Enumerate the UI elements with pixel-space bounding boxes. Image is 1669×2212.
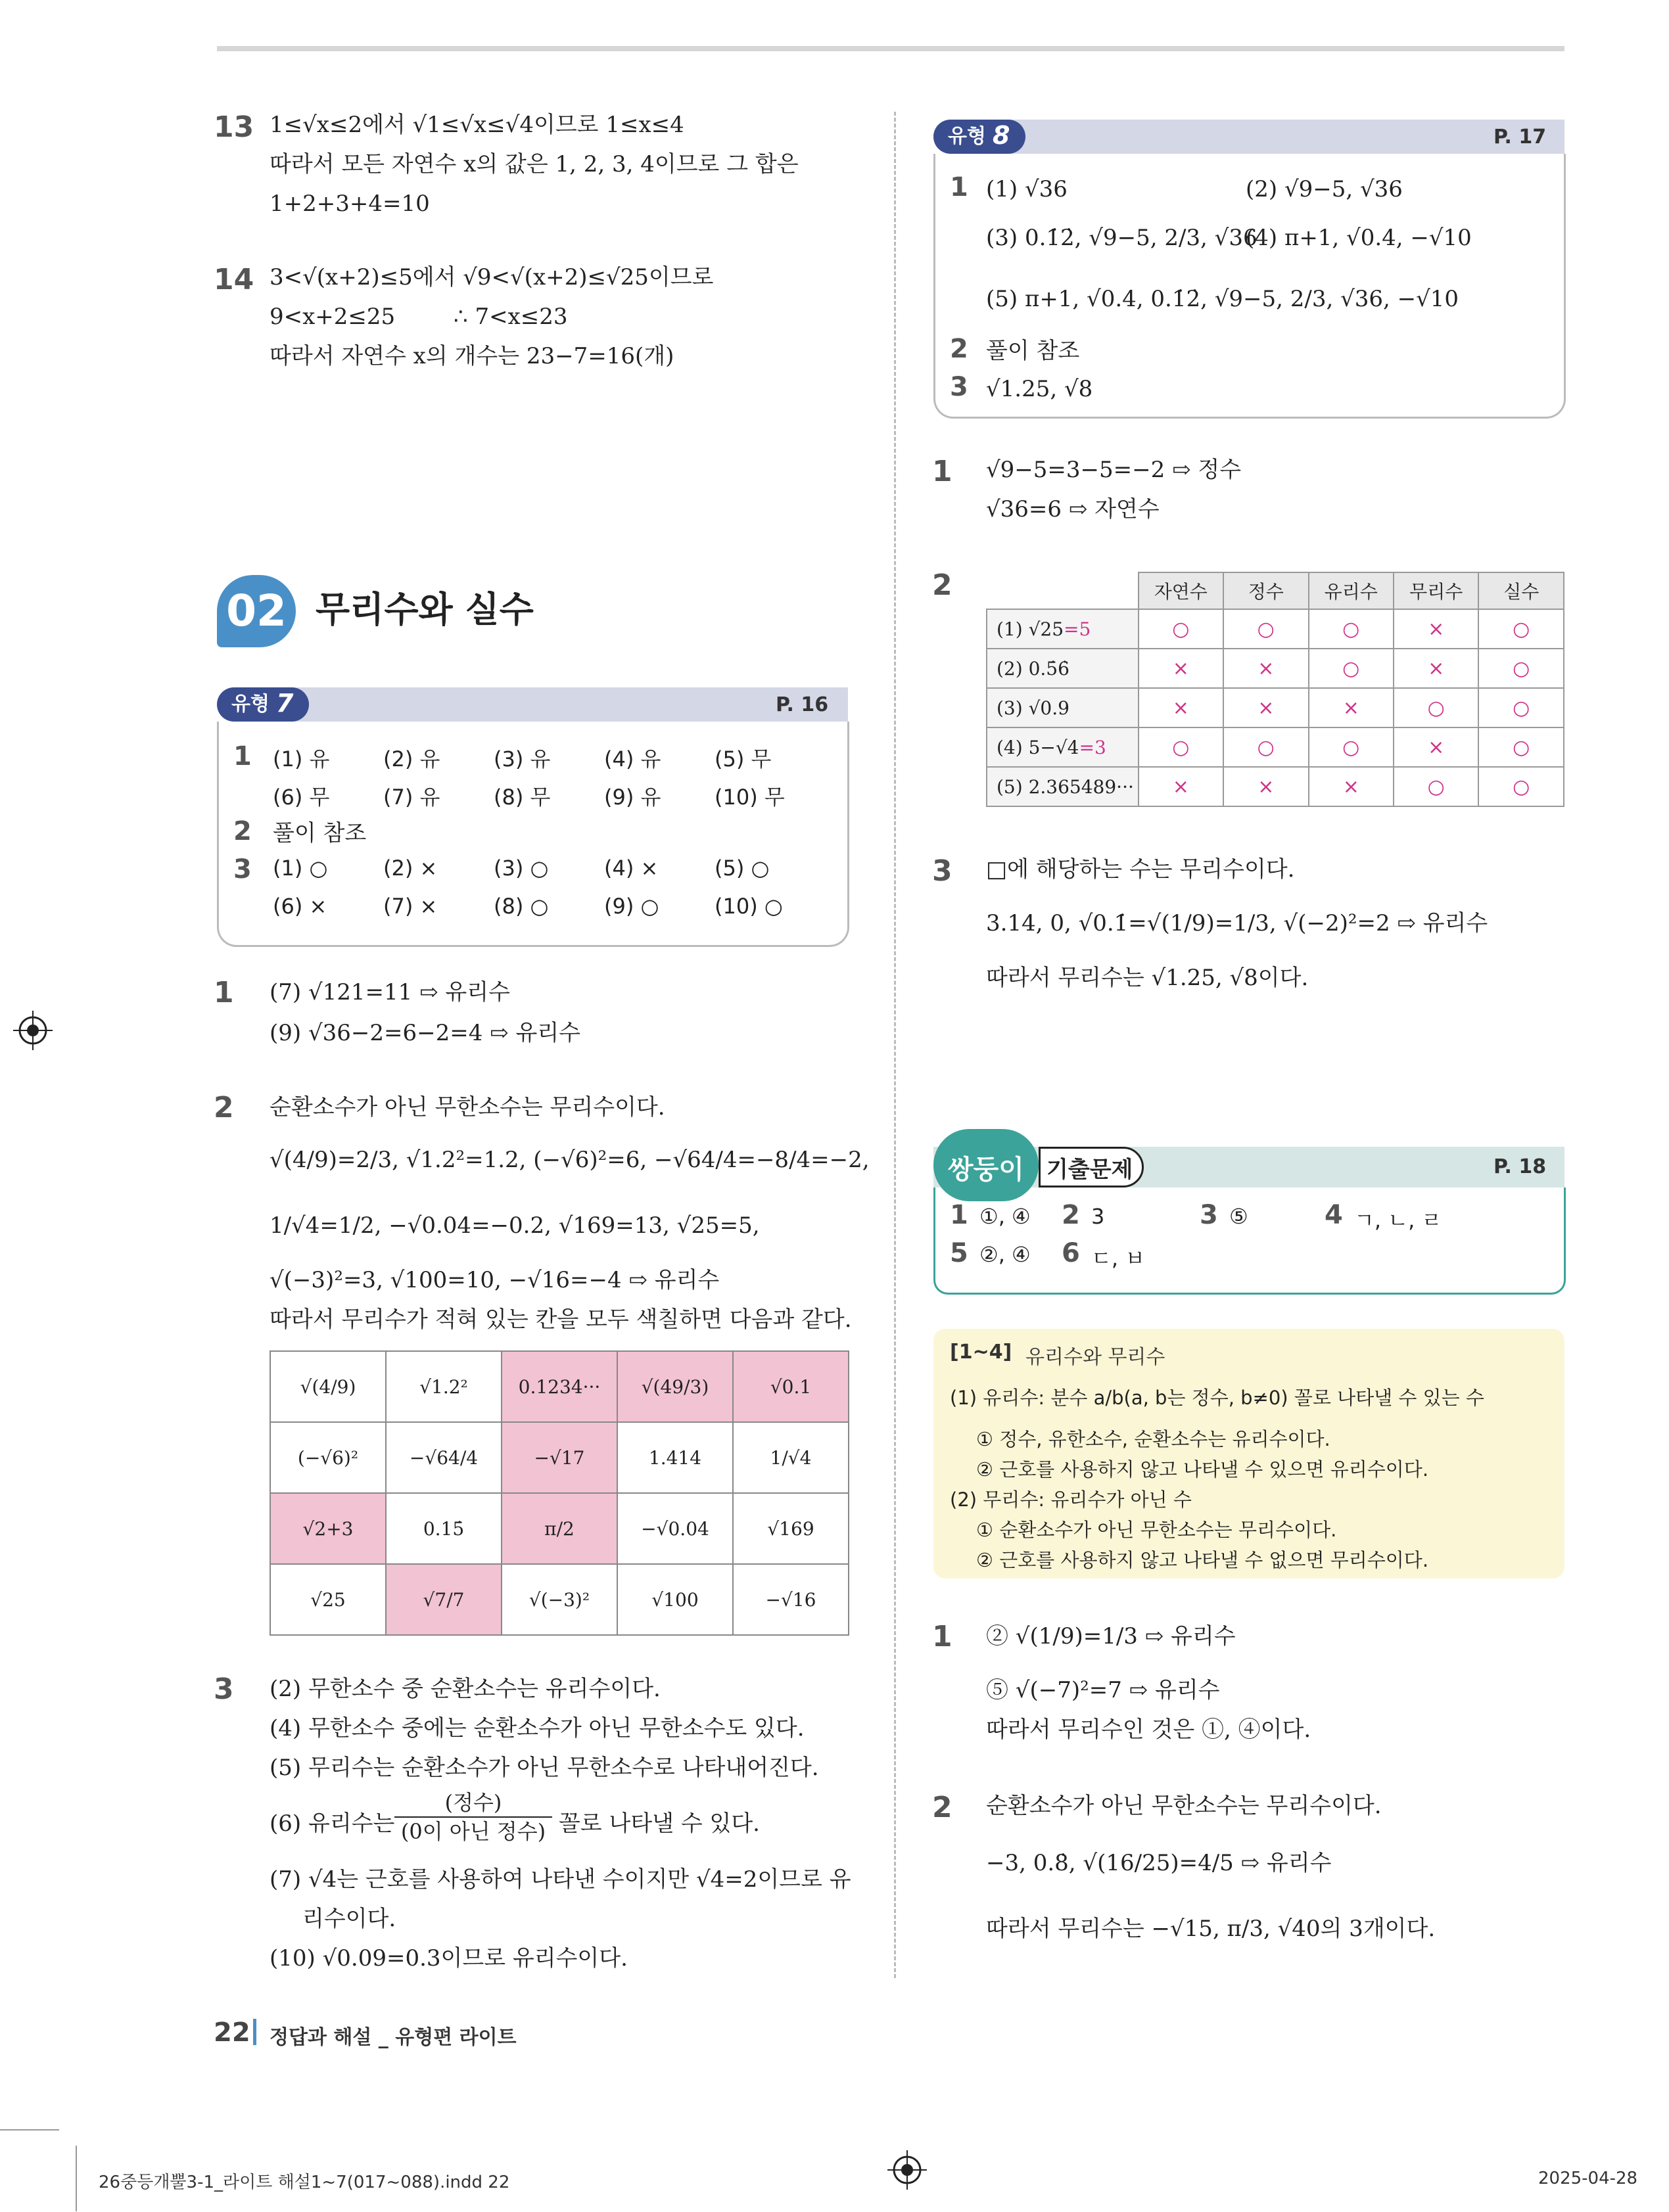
answer-item: (4) × <box>604 856 659 881</box>
circle-mark-icon: ○ <box>1342 735 1360 759</box>
row-label-text: (2) 0.5̇6̇ <box>997 657 1070 680</box>
note-head: [1~4] <box>950 1341 1012 1364</box>
question-number: 13 <box>214 110 254 144</box>
solution-line: √9−5=3−5=−2 ⇨ 정수 <box>986 457 1242 483</box>
note-line: ① 정수, 유한소수, 순환소수는 유리수이다. <box>976 1428 1330 1450</box>
crop-mark <box>76 2146 77 2211</box>
solution-line: 9<x+2≤25 <box>270 304 396 330</box>
circle-mark-icon: ○ <box>1513 775 1530 798</box>
table-cell <box>1309 767 1394 806</box>
grid-row <box>270 1422 849 1493</box>
circle-mark-icon: ○ <box>1257 735 1275 759</box>
table-header: 정수 <box>1223 572 1308 609</box>
type-page-ref: P. 16 <box>776 693 829 716</box>
grid-cell: (−√6)² <box>270 1422 386 1493</box>
answer-number: 2 <box>233 816 252 846</box>
answer-item: (3) 유 <box>494 747 551 772</box>
solution-line: 1+2+3+4=10 <box>270 191 430 217</box>
twin-title: 기출문제 <box>1046 1157 1133 1183</box>
answer-item: (8) 무 <box>494 785 551 810</box>
grid-cell: √2+3 <box>270 1493 386 1564</box>
type-label <box>933 120 1025 154</box>
answer-item: (10) ○ <box>715 894 783 919</box>
solution-number: 2 <box>932 568 952 602</box>
solution-number: 2 <box>214 1091 234 1124</box>
row-label-text: (5) 2.365489··· <box>997 775 1134 798</box>
type-label-text: 유형 <box>948 125 986 148</box>
answer-item: (9) ○ <box>604 894 659 919</box>
answer-item: (2) 유 <box>383 747 440 772</box>
circle-mark-icon: ○ <box>1172 617 1190 641</box>
circle-mark-icon: ○ <box>1513 657 1530 680</box>
answer-text: (1) √36 <box>986 176 1068 202</box>
circle-mark-icon: ○ <box>1513 617 1530 641</box>
table-cell <box>1309 609 1394 649</box>
answer-number: 2 <box>950 334 968 364</box>
note-head-title: 유리수와 무리수 <box>1025 1346 1165 1369</box>
circle-mark-icon: ○ <box>1342 617 1360 641</box>
irrational-grid <box>270 1350 849 1636</box>
row-label <box>987 649 1139 688</box>
footer-date: 2025-04-28 <box>1538 2169 1638 2188</box>
solution-number: 1 <box>932 455 952 488</box>
table-header: 자연수 <box>1139 572 1223 609</box>
note-line: (1) 유리수: 분수 a/b(a, b는 정수, b≠0) 꼴로 나타낼 수 있는 수 <box>950 1387 1484 1409</box>
circle-mark-icon: ○ <box>1513 696 1530 720</box>
answer-text: 풀이 참조 <box>273 820 367 846</box>
question-number: 14 <box>214 263 254 296</box>
row-label-highlight: =3 <box>1079 736 1106 758</box>
grid-cell: √169 <box>733 1493 849 1564</box>
table-header: 실수 <box>1478 572 1564 609</box>
cross-mark-icon: × <box>1172 775 1189 798</box>
table-cell <box>1309 727 1394 767</box>
solution-line: 따라서 무리수가 적혀 있는 칸을 모두 색칠하면 다음과 같다. <box>270 1306 852 1333</box>
type-label <box>217 687 309 722</box>
grid-cell: √(−3)² <box>502 1564 617 1635</box>
answer-item: (3) ○ <box>494 856 549 881</box>
note-line: ② 근호를 사용하지 않고 나타낼 수 있으면 유리수이다. <box>976 1458 1429 1481</box>
type-bar <box>217 687 848 722</box>
table-row <box>987 688 1564 727</box>
grid-cell: √(4/9) <box>270 1351 386 1422</box>
solution-number: 1 <box>932 1620 952 1653</box>
table-cell <box>1394 649 1478 688</box>
table-cell <box>1139 688 1223 727</box>
answer-number: 1 <box>233 741 252 772</box>
grid-cell: −√17 <box>502 1422 617 1493</box>
cross-mark-icon: × <box>1258 657 1275 680</box>
circle-mark-icon: ○ <box>1427 775 1445 798</box>
page-number: 22 <box>214 2017 250 2048</box>
solution-line: 1≤√x≤2에서 √1≤√x≤√4이므로 1≤x≤4 <box>270 112 684 138</box>
table-cell <box>1394 609 1478 649</box>
table-cell <box>1139 609 1223 649</box>
table-cell <box>1139 767 1223 806</box>
answer-number: 3 <box>233 854 252 885</box>
row-label-text: (4) 5−√4 <box>997 736 1079 758</box>
answer-text: √1.25, √8 <box>986 376 1093 402</box>
solution-line: 순환소수가 아닌 무한소수는 무리수이다. <box>270 1094 665 1120</box>
table-cell <box>1223 767 1308 806</box>
table-header: 유리수 <box>1309 572 1394 609</box>
twin-number: 2 <box>1062 1200 1080 1230</box>
note-line: ① 순환소수가 아닌 무한소수는 무리수이다. <box>976 1519 1337 1541</box>
solution-line: 따라서 무리수인 것은 ①, ④이다. <box>986 1717 1311 1743</box>
registration-mark-icon <box>887 2150 927 2190</box>
cross-mark-icon: × <box>1172 696 1189 720</box>
solution-line: 따라서 무리수는 √1.25, √8이다. <box>986 965 1309 991</box>
cross-mark-icon: × <box>1258 696 1275 720</box>
table-cell <box>1478 649 1564 688</box>
table-cell <box>1223 649 1308 688</box>
solution-line: (2) 무한소수 중 순환소수는 유리수이다. <box>270 1676 661 1702</box>
column-divider <box>894 112 896 1978</box>
grid-cell: √7/7 <box>386 1564 502 1635</box>
solution-line: □에 해당하는 수는 무리수이다. <box>986 856 1295 883</box>
circle-mark-icon: ○ <box>1342 657 1360 680</box>
circle-mark-icon: ○ <box>1513 735 1530 759</box>
circle-mark-icon: ○ <box>1172 735 1190 759</box>
registration-mark-icon <box>13 1011 53 1050</box>
table-cell <box>1478 688 1564 727</box>
solution-line: 순환소수가 아닌 무한소수는 무리수이다. <box>986 1793 1382 1819</box>
section-number: 02 <box>226 586 287 636</box>
table-row <box>987 727 1564 767</box>
grid-cell: √100 <box>617 1564 733 1635</box>
note-line: ② 근호를 사용하지 않고 나타낼 수 없으면 무리수이다. <box>976 1549 1429 1571</box>
grid-row <box>270 1351 849 1422</box>
table-cell <box>1394 727 1478 767</box>
twin-number: 6 <box>1062 1238 1080 1268</box>
table-row <box>987 767 1564 806</box>
twin-answer: ②, ④ <box>979 1242 1031 1267</box>
solution-line: ∴ 7<x≤23 <box>454 304 568 330</box>
table-cell <box>1394 688 1478 727</box>
table-row <box>987 609 1564 649</box>
fraction-numerator: (정수) <box>394 1786 552 1818</box>
circle-mark-icon: ○ <box>1427 696 1445 720</box>
table-cell <box>1139 727 1223 767</box>
table-cell <box>1223 727 1308 767</box>
solution-line: 꼴로 나타낼 수 있다. <box>559 1810 760 1837</box>
crop-mark <box>0 2129 59 2131</box>
answer-item: (4) 유 <box>604 747 661 772</box>
row-label-highlight: =5 <box>1064 618 1091 640</box>
grid-cell: −√0.04 <box>617 1493 733 1564</box>
grid-cell: −√16 <box>733 1564 849 1635</box>
twin-answer: ㄱ, ㄴ, ㄹ <box>1354 1208 1442 1233</box>
note-line: (2) 무리수: 유리수가 아닌 수 <box>950 1488 1192 1511</box>
grid-cell: √25 <box>270 1564 386 1635</box>
twin-number: 1 <box>950 1200 968 1230</box>
table-row <box>987 649 1564 688</box>
twin-badge-text: 쌍둥이 <box>948 1155 1024 1185</box>
solution-line: 리수이다. <box>302 1906 396 1932</box>
table-cell <box>1223 609 1308 649</box>
solution-number: 3 <box>214 1672 234 1706</box>
solution-line: 1/√4=1/2, −√0.04=−0.2, √169=13, √25=5, <box>270 1212 760 1239</box>
solution-line: 3.14, 0, √0.1̇=√(1/9)=1/3, √(−2)²=2 ⇨ 유리수 <box>986 910 1488 936</box>
answer-item: (6) × <box>273 894 327 919</box>
top-rule <box>217 46 1564 51</box>
classification-table <box>986 572 1564 807</box>
answer-item: (1) ○ <box>273 856 328 881</box>
cross-mark-icon: × <box>1428 617 1445 641</box>
type-page-ref: P. 17 <box>1493 126 1547 149</box>
twin-number: 5 <box>950 1238 968 1268</box>
section-title: 무리수와 실수 <box>316 589 534 630</box>
answer-text: (3) 0.1̇2̇, √9−5, 2/3, √36 <box>986 225 1258 251</box>
answer-item: (8) ○ <box>494 894 549 919</box>
cross-mark-icon: × <box>1342 696 1359 720</box>
table-cell <box>1139 649 1223 688</box>
row-label <box>987 767 1139 806</box>
cross-mark-icon: × <box>1258 775 1275 798</box>
solution-line: (7) √121=11 ⇨ 유리수 <box>270 979 510 1005</box>
cross-mark-icon: × <box>1172 657 1189 680</box>
solution-line: (4) 무한소수 중에는 순환소수가 아닌 무한소수도 있다. <box>270 1715 805 1741</box>
row-label-text: (3) √0.9 <box>997 697 1070 719</box>
solution-line: √36=6 ⇨ 자연수 <box>986 496 1160 522</box>
cross-mark-icon: × <box>1428 657 1445 680</box>
table-cell <box>1478 727 1564 767</box>
type-number: 8 <box>993 121 1010 150</box>
solution-line: 따라서 모든 자연수 x의 값은 1, 2, 3, 4이므로 그 합은 <box>270 151 799 177</box>
fraction-denominator: (0이 아닌 정수) <box>400 1819 546 1844</box>
table-cell <box>1478 609 1564 649</box>
solution-line: (5) 무리수는 순환소수가 아닌 무한소수로 나타내어진다. <box>270 1755 819 1781</box>
cross-mark-icon: × <box>1428 735 1445 759</box>
answer-text: 풀이 참조 <box>986 338 1080 364</box>
answer-text: (4) π+1, √0.4, −√10 <box>1246 225 1472 251</box>
table-header <box>987 572 1139 609</box>
cross-mark-icon: × <box>1342 775 1359 798</box>
solution-line: √(4/9)=2/3, √1.2²=1.2, (−√6)²=6, −√64/4=−8/4=−2, <box>270 1147 870 1173</box>
answer-number: 1 <box>950 172 968 202</box>
answer-item: (2) × <box>383 856 438 881</box>
solution-line: (10) √0.09=0.3이므로 유리수이다. <box>270 1945 628 1971</box>
table-cell <box>1478 767 1564 806</box>
grid-cell: 0.1234··· <box>502 1351 617 1422</box>
answer-item: (7) × <box>383 894 438 919</box>
twin-page-ref: P. 18 <box>1493 1155 1547 1178</box>
footer-title: 정답과 해설 _ 유형편 라이트 <box>270 2026 517 2049</box>
twin-answer: ㄷ, ㅂ <box>1091 1246 1146 1271</box>
solution-number: 1 <box>214 976 234 1009</box>
type-bar <box>933 120 1564 154</box>
solution-number: 3 <box>932 854 952 888</box>
footer-file: 26중등개뿔3-1_라이트 해설1~7(017~088).indd 22 <box>99 2173 510 2192</box>
solution-number: 2 <box>932 1791 952 1824</box>
answer-item: (5) 무 <box>715 747 772 772</box>
grid-cell: √(49/3) <box>617 1351 733 1422</box>
grid-row <box>270 1493 849 1564</box>
solution-line: √(−3)²=3, √100=10, −√16=−4 ⇨ 유리수 <box>270 1267 720 1293</box>
solution-line: (6) 유리수는 <box>270 1810 395 1837</box>
answer-text: (2) √9−5, √36 <box>1246 176 1403 202</box>
answer-number: 3 <box>950 372 968 402</box>
solution-line: ⑤ √(−7)²=7 ⇨ 유리수 <box>986 1677 1220 1703</box>
answer-item: (6) 무 <box>273 785 330 810</box>
grid-cell: √0.1 <box>733 1351 849 1422</box>
grid-cell: 1.414 <box>617 1422 733 1493</box>
table-header: 무리수 <box>1394 572 1478 609</box>
twin-number: 3 <box>1200 1200 1218 1230</box>
type-number: 7 <box>276 689 294 718</box>
answer-item: (9) 유 <box>604 785 661 810</box>
row-label <box>987 609 1139 649</box>
twin-answer: 3 <box>1091 1204 1105 1229</box>
solution-line: 따라서 무리수는 −√15, π/3, √40의 3개이다. <box>986 1916 1436 1942</box>
answer-item: (1) 유 <box>273 747 330 772</box>
grid-cell: 0.15̇ <box>386 1493 502 1564</box>
answer-text: (5) π+1, √0.4, 0.1̇2̇, √9−5, 2/3, √36, −√10 <box>986 286 1459 312</box>
grid-cell: −√64/4 <box>386 1422 502 1493</box>
circle-mark-icon: ○ <box>1257 617 1275 641</box>
grid-row <box>270 1564 849 1635</box>
answer-item: (5) ○ <box>715 856 770 881</box>
table-cell <box>1223 688 1308 727</box>
solution-line: −3, 0.8̇, √(16/25)=4/5 ⇨ 유리수 <box>986 1850 1332 1876</box>
twin-answer: ⑤ <box>1229 1204 1248 1229</box>
table-cell <box>1309 688 1394 727</box>
row-label-text: (1) √25 <box>997 618 1064 640</box>
solution-line: 따라서 자연수 x의 개수는 23−7=16(개) <box>270 343 674 369</box>
solution-line: ② √(1/9)=1/3 ⇨ 유리수 <box>986 1623 1236 1649</box>
grid-cell: π/2 <box>502 1493 617 1564</box>
grid-cell: 1/√4 <box>733 1422 849 1493</box>
grid-cell: √1.2² <box>386 1351 502 1422</box>
table-cell <box>1309 649 1394 688</box>
solution-line: 3<√(x+2)≤5에서 √9<√(x+2)≤√25이므로 <box>270 264 714 290</box>
footer-bar <box>253 2019 256 2045</box>
row-label <box>987 727 1139 767</box>
solution-line: (9) √36−2=6−2=4 ⇨ 유리수 <box>270 1020 581 1046</box>
row-label <box>987 688 1139 727</box>
type-label-text: 유형 <box>231 693 270 716</box>
twin-answer: ①, ④ <box>979 1204 1031 1229</box>
answer-item: (7) 유 <box>383 785 440 810</box>
answer-item: (10) 무 <box>715 785 785 810</box>
solution-line: (7) √4는 근호를 사용하여 나타낸 수이지만 √4=2이므로 유 <box>270 1866 851 1893</box>
table-cell <box>1394 767 1478 806</box>
twin-number: 4 <box>1325 1200 1343 1230</box>
